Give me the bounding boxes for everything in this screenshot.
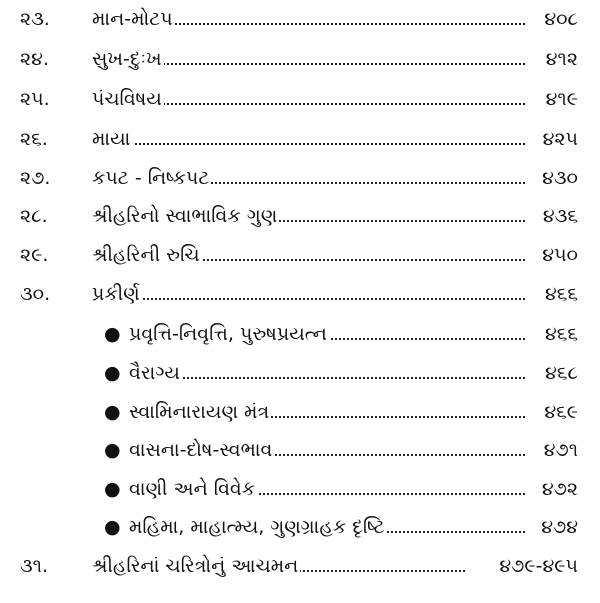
entry-title: સ્વામિનારાયણ મંત્ર xyxy=(129,397,271,427)
toc-entry xyxy=(0,163,600,193)
entry-page-number: ૪૭૨ xyxy=(540,474,578,504)
entry-page-number: ૪૭૯-૪૯૫ xyxy=(497,551,578,581)
entry-page-number: ૪૬૮ xyxy=(543,358,578,388)
toc-entry xyxy=(0,279,600,309)
entry-title: શ્રીહરિનાં ચરિત્રોનું આચમન xyxy=(92,551,300,581)
entry-page-number: ૪૬૬ xyxy=(543,319,578,349)
entry-number: ૩૧. xyxy=(20,555,49,577)
entry-number: ૨૫. xyxy=(20,88,50,110)
entry-page-number: ૪૭૧ xyxy=(542,435,578,465)
entry-title: મહિમા, માહાત્મ્ય, ગુણગ્રાહક દૃષ્ટિ xyxy=(129,512,387,542)
entry-page-number: ૪૩૦ xyxy=(540,163,578,193)
entry-number: ૨૭. xyxy=(20,167,51,189)
toc-subentry xyxy=(0,358,600,388)
entry-page-number: ૪૩૬ xyxy=(541,201,578,231)
toc-subentry xyxy=(0,319,600,349)
entry-title: પ્રકીર્ણ xyxy=(92,279,142,309)
leader-dots xyxy=(180,182,525,184)
bullet-icon: ● xyxy=(104,401,121,423)
leader-dots xyxy=(160,103,525,105)
entry-page-number: ૪૫૦ xyxy=(540,240,578,270)
toc-entry xyxy=(0,84,600,114)
bullet-icon: ● xyxy=(104,362,121,384)
toc-entry xyxy=(0,44,600,74)
entry-page-number: ૪૧૨ xyxy=(544,44,578,74)
entry-title: શ્રીહરિની રુચિ xyxy=(92,240,202,270)
entry-number: ૨૬. xyxy=(20,128,48,150)
bullet-icon: ● xyxy=(104,323,121,345)
entry-number: ૩૦. xyxy=(20,283,51,305)
leader-dots xyxy=(140,298,525,300)
leader-dots xyxy=(180,259,525,261)
bullet-icon: ● xyxy=(104,478,121,500)
toc-entry xyxy=(0,201,600,231)
toc-subentry xyxy=(0,435,600,465)
entry-title: વૈરાગ્ય xyxy=(129,358,182,388)
entry-page-number: ૪૭૪ xyxy=(539,512,578,542)
entry-title: કપટ - નિષ્કપટ xyxy=(92,163,211,193)
toc-subentry xyxy=(0,474,600,504)
entry-title: માયા xyxy=(92,124,132,154)
entry-number: ૨૮. xyxy=(20,205,48,227)
entry-page-number: ૪૦૮ xyxy=(542,4,578,34)
entry-page-number: ૪૧૯ xyxy=(544,84,578,114)
entry-title: શ્રીહરિનો સ્વાભાવિક ગુણ xyxy=(92,201,279,231)
leader-dots xyxy=(160,23,525,25)
entry-page-number: ૪૬૬ xyxy=(543,279,578,309)
leader-dots xyxy=(180,377,525,379)
entry-title: માન-મોટપ xyxy=(92,4,175,34)
toc-entry xyxy=(0,551,600,581)
toc-entry xyxy=(0,240,600,270)
entry-page-number: ૪૬૯ xyxy=(542,397,578,427)
entry-title: વાસના-દોષ-સ્વભાવ xyxy=(129,435,274,465)
entry-title: વાણી અને વિવેક xyxy=(129,474,257,504)
toc-entry xyxy=(0,4,600,34)
entry-title: પંચવિષય xyxy=(92,84,164,114)
leader-dots xyxy=(160,63,525,65)
toc-subentry xyxy=(0,512,600,542)
toc-subentry xyxy=(0,397,600,427)
bullet-icon: ● xyxy=(104,516,121,538)
entry-title: સુખ-દુઃખ xyxy=(92,44,164,74)
entry-page-number: ૪૨૫ xyxy=(541,124,578,154)
entry-number: ૨૯. xyxy=(20,244,49,266)
entry-title: પ્રવૃત્તિ-નિવૃત્તિ, પુરુષપ્રયત્ન xyxy=(129,319,329,349)
entry-number: ૨૪. xyxy=(20,48,49,70)
leader-dots xyxy=(130,143,525,145)
entry-number: ૨૩. xyxy=(20,8,50,30)
toc-entry xyxy=(0,124,600,154)
bullet-icon: ● xyxy=(104,439,121,461)
